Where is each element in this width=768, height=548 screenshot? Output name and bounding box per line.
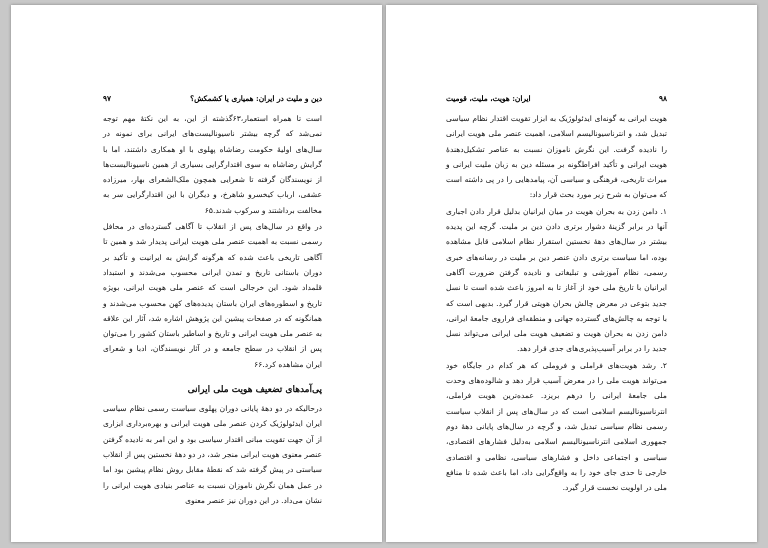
right-page — [386, 5, 757, 542]
page-number: ۹۷ — [103, 94, 111, 103]
left-page — [11, 5, 382, 542]
page-number: ۹۸ — [659, 94, 667, 103]
paragraph: ۱. دامن زدن به بحران هویت در میان ایرانیان بدلیل قرار دادن اجباری آنها در برابر گزینهٔ دشوار برتری دادن دین بر ملیت. گرچه این پدیده بیشتر در سال‌های دههٔ نخستین استقرار نظام اسلامی قابل مشاهده بوده، اما سیاست برتری دادن عنصر دین بر ملیت در رسانه‌های خبری رسمی، نظام آموزشی و تبلیغاتی و نادیده گرفتن ضرورت آگاهی ایرانیان با تاریخ ملی خود از آغاز تا به امروز باعث شده است تا نسل جدید بتوعی در معرض چالش بحران هویتی قرار گیرد. بدیهی است که با توجه به چالش‌های گسترده جهانی و منطقه‌ای فراروی جامعهٔ ایرانی، دامن زدن به بحران هویت و تضعیف هویت ملی ایرانی می‌تواند نسل جدید را در برابر آسیب‌پذیری‌های جدی قرار دهد. — [446, 206, 667, 354]
paragraph: در واقع در سال‌های پس از انقلاب تا آگاهی گسترده‌ای در محافل رسمی نسبت به اهمیت عنصر ملی هویت ایرانی پدیدار شد و همین تا آگاهی تاریخی باعث شده که هرگونه گرایش به ایرانیت و تأکید بر دوران باستانی تاریخ و تمدن ایرانی محسوب می‌شدند و استبداد قلمداد شود. این خرجالی است که عنصر ملی هویت ایرانی، بویژه تاریخ و اسطوره‌های ایران باستان پدیده‌های کهن محسوب می‌شدند و همانگونه که در صفحات پیشین این پژوهش اشاره شد، آثار این علاقه به عنصر ملی هویت ایرانی و تاریخ و اساطیر باستان کشور را می‌توان پس از انقلاب در سطح جامعه و در آثار نویسندگان، ادبا و شعرای ایران مشاهده کرد.۶۶ — [103, 222, 322, 369]
paragraph: است تا همراه استعمار،۶۳گذشته از این، به این نکتهٔ مهم توجه نمی‌شد که گرچه بیشتر ناسیونالیست‌های ایرانی برای نمونه در سال‌های اولیهٔ حکومت رضاشاه پهلوی با او همکاری داشتند، اما با گرایش رضاشاه به سوی اقتدارگرایی بسیاری از همین ناسیونالیست‌ها از نویسندگان گرفته تا شعرایی همچون ملک‌الشعرای بهار، میرزاده عشقی، ارباب کیخسرو شاهرخ، و دیگران با این اقتدارگرایی سر به مخالفت برداشتند و سرکوب شدند.۶۵ — [103, 114, 322, 215]
running-header — [103, 94, 322, 103]
paragraph: درحالیکه در دو دههٔ پایانی دوران پهلوی سیاست رسمی نظام سیاسی ایران ایدئولوژیک کردن عنصر ملی هویت ایرانی و بهره‌برداری ابزاری از آن جهت تقویت مبانی اقتدار سیاسی بود و این امر به نادیده گرفتن عنصر معنوی هویت ایرانی منجر شد، در دو دههٔ نخستین پس از انقلاب سیاستی در پیش گرفته شد که نقطهٔ مقابل روش نظام پیشین بود اما در عمل همان نگرش ناموزان نسبت به عناصر بنیادی هویت ایرانی را نشان می‌داد. در این دوران نیز عنصر معنوی — [103, 404, 322, 505]
header-title: دین و ملیت در ایران: همیاری یا کشمکش؟ — [190, 94, 322, 103]
page-body — [103, 111, 322, 509]
paragraph: هویت ایرانی به گونه‌ای ایدئولوژیک به ابزار تقویت اقتدار نظام سیاسی تبدیل شد، و انترناسیونالیسم اسلامی، اهمیت عنصر ملی هویت ایرانی را نادیده گرفت. این نگرش ناموزان نسبت به عناصر تشکیل‌دهندهٔ هویت ایرانی و تأکید افراطگونه بر مسئله دین به زبان ملیت ایرانی و میراث تاریخی، فرهنگی و سیاسی آن، پیامدهایی را در پی داشته است که می‌توان به شرح زیر مورد بحث قرار داد: — [446, 114, 667, 200]
header-title: ایران: هویت، ملیت، قومیت — [446, 94, 531, 103]
page-body — [446, 111, 667, 496]
section-heading: پی‌آمدهای تضعیف هویت ملی ایرانی — [187, 385, 322, 396]
running-header — [446, 94, 667, 103]
paragraph: ۲. رشد هویت‌های فراملی و فروملی که هر کدام در جایگاه خود می‌تواند هویت ملی را در معرض آسیب قرار دهد و شالوده‌های وحدت ملی جامعهٔ ایرانی را درهم بریزد. عمده‌ترین هویت فراملی، انترناسیونالیسم اسلامی است که در سال‌های پس از انقلاب سیاست رسمی نظام سیاسی تبدیل شد، و گرچه در سال‌های پایانی دههٔ دوم جمهوری اسلامی انترناسیونالیسم اسلامی به‌دلیل فشارهای اقتصادی، سیاسی و اجتماعی داخل و فشارهای سیاسی، نظامی و اقتصادی خارجی تا حدی جای خود را به واقع‌گرایی داد، اما باعث شده تا منافع ملی در اولویت نخست قرار گیرد. — [446, 360, 667, 493]
